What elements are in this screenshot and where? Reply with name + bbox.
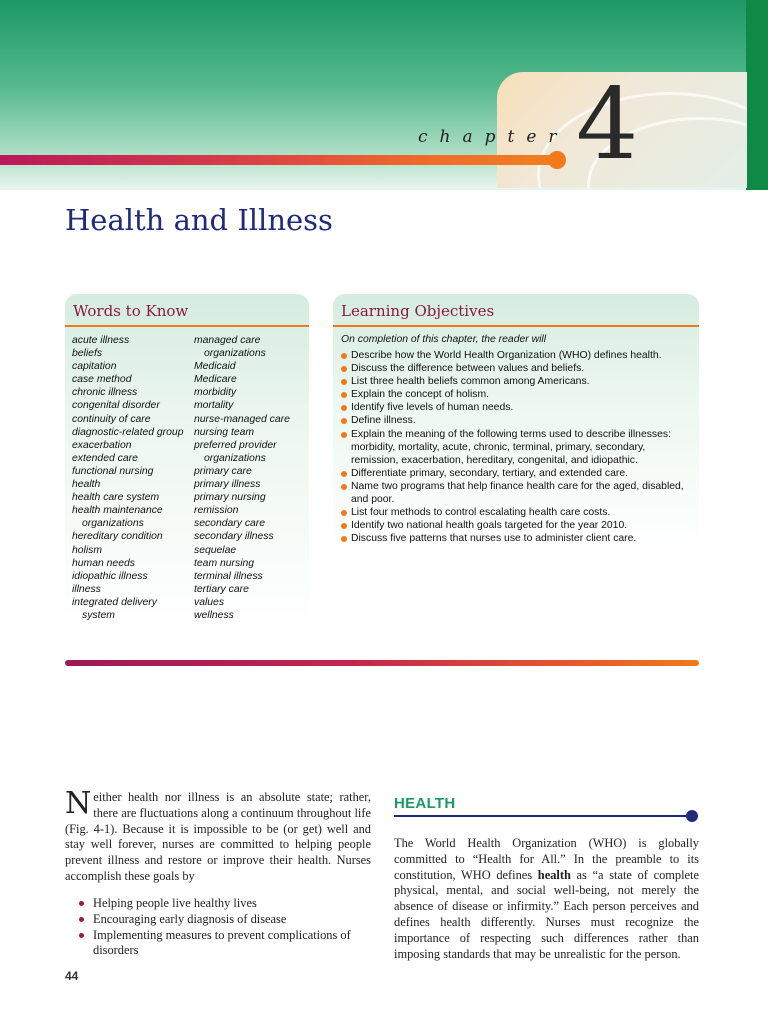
header-rule-dot — [548, 151, 566, 169]
intro-paragraph — [65, 786, 371, 885]
word-term — [72, 465, 194, 478]
goal-item — [78, 896, 372, 912]
word-term-text: exacerbation — [72, 439, 132, 451]
drop-cap: N — [65, 786, 92, 821]
bullet-dot-icon — [341, 353, 347, 359]
word-term — [194, 413, 316, 426]
word-term-text: mortality — [194, 400, 234, 412]
word-term — [72, 583, 194, 596]
word-term-text: secondary care — [194, 518, 266, 530]
word-term-text: wellness — [194, 609, 234, 621]
word-term-text: remission — [194, 505, 239, 517]
objective-text: List three health beliefs common among Americans. — [351, 376, 590, 388]
objective-text: Discuss five patterns that nurses use to administer client care. — [351, 533, 637, 545]
word-term-text: diagnostic-related group — [72, 426, 184, 438]
chapter-number: 4 — [576, 68, 639, 182]
health-text-end: as “a state of complete physical, mental, and social well-being, not merely the absence of disease or infirmity.” Each person perceives and defines health differently. Nurses must recognize the importance of respecting such differences rather than imposing standards that may be unrealistic for the person. — [394, 867, 699, 961]
word-term-text: terminal illness — [194, 570, 263, 582]
header-side-bar — [746, 0, 768, 190]
word-term — [194, 504, 316, 517]
word-term-text: health maintenance — [72, 505, 163, 517]
intro-text: either health nor illness is an absolute state; rather, there are fluctuations along a continuum throughout life (Fig. 4-1). Because it is impossible to be (or get) well and stay well forever, nurses are committed to helping people prevent illness and restore or improve their health. Nurses accomplish these goals by — [65, 790, 371, 883]
word-term-text: functional nursing — [72, 465, 154, 477]
word-term-text: managed care — [194, 335, 261, 346]
goal-text: Implementing measures to prevent complications of disorders — [93, 927, 351, 958]
word-term — [194, 517, 316, 530]
objective-item — [341, 506, 691, 519]
bullet-dot-icon — [341, 405, 347, 411]
word-term — [194, 570, 316, 583]
words-to-know-box — [65, 294, 309, 624]
objective-item — [341, 467, 691, 480]
word-term-text: health care system — [72, 492, 160, 504]
objective-item — [341, 532, 691, 545]
bullet-dot-icon — [341, 536, 347, 542]
objective-text: Define illness. — [351, 415, 416, 427]
word-term-text: preferred provider — [194, 439, 277, 451]
word-term — [194, 609, 316, 622]
word-term — [194, 334, 316, 360]
word-term — [194, 596, 316, 609]
word-term-text: Medicare — [194, 374, 237, 386]
objective-text: Identify two national health goals targeted for the year 2010. — [351, 520, 628, 532]
word-term-text: health — [72, 479, 101, 491]
word-term-text: Medicaid — [194, 361, 236, 373]
word-term — [194, 439, 316, 465]
word-term — [72, 491, 194, 504]
objective-text: Discuss the difference between values and beliefs. — [351, 363, 585, 375]
word-term-text: primary care — [194, 465, 252, 477]
word-term-text: illness — [72, 583, 101, 595]
bullet-dot-icon — [341, 379, 347, 385]
word-term-text: primary illness — [194, 479, 261, 491]
objective-item — [341, 375, 691, 388]
word-term — [194, 360, 316, 373]
learning-objectives-heading: Learning Objectives — [333, 294, 699, 327]
objective-item — [341, 414, 691, 427]
goal-item — [78, 912, 372, 928]
word-term-text: acute illness — [72, 335, 130, 346]
word-term-text: organizations — [82, 518, 144, 530]
word-term-text: case method — [72, 374, 132, 386]
word-term-text: values — [194, 596, 225, 608]
bullet-dot-icon — [341, 392, 347, 398]
word-term — [72, 439, 194, 452]
health-text-start: The World Health Organization (WHO) is globally committed to “Health for All.” In the preamble to its constitution, WHO defines — [394, 836, 699, 882]
bullet-dot-icon — [341, 432, 347, 438]
goal-text: Encouraging early diagnosis of disease — [93, 911, 287, 926]
word-term-text: primary nursing — [194, 492, 266, 504]
health-heading-rule-dot — [686, 810, 698, 822]
word-term — [72, 544, 194, 557]
word-term — [194, 426, 316, 439]
objective-text: Explain the meaning of the following terms used to describe illnesses: morbidity, mortality, acute, chronic, terminal, primary, secondary, remission, exacerbation, hereditary, congenital, and idiopathic. — [351, 428, 671, 466]
word-term — [72, 347, 194, 360]
bullet-dot-icon — [341, 484, 347, 490]
word-term-text: continuity of care — [72, 413, 151, 425]
word-term — [194, 544, 316, 557]
chapter-title: Health and Illness — [65, 203, 333, 237]
word-term — [72, 413, 194, 426]
bullet-dot-icon — [341, 523, 347, 529]
bullet-dot-icon — [341, 366, 347, 372]
page-number: 44 — [65, 969, 79, 983]
word-term-text: system — [82, 609, 115, 621]
goal-item — [78, 928, 372, 960]
bullet-dot-icon — [79, 901, 84, 906]
word-term — [72, 504, 194, 530]
word-term-text: holism — [72, 544, 103, 556]
bullet-dot-icon — [341, 510, 347, 516]
word-term — [194, 491, 316, 504]
objective-item — [341, 519, 691, 532]
health-heading-rule — [394, 815, 692, 817]
word-term-text: morbidity — [194, 387, 237, 399]
word-term-text: beliefs — [72, 348, 103, 360]
words-column-2 — [194, 334, 316, 622]
goal-text: Helping people live healthy lives — [93, 896, 257, 910]
objective-item — [341, 349, 691, 362]
word-term-text: organizations — [204, 452, 266, 464]
objective-text: List four methods to control escalating health care costs. — [351, 507, 611, 519]
word-term — [72, 334, 194, 347]
health-paragraph — [394, 836, 699, 962]
bullet-dot-icon — [341, 471, 347, 477]
word-term — [72, 360, 194, 373]
chapter-label: chapter — [418, 127, 569, 147]
word-term — [194, 583, 316, 596]
header-rule — [0, 155, 558, 165]
word-term — [72, 557, 194, 570]
word-term — [72, 426, 194, 439]
word-term — [72, 452, 194, 465]
word-term-text: secondary illness — [194, 531, 274, 543]
word-term — [194, 478, 316, 491]
word-term-text: chronic illness — [72, 387, 138, 399]
word-term-text: capitation — [72, 361, 117, 373]
word-term-text: human needs — [72, 557, 135, 569]
word-term — [72, 478, 194, 491]
word-term — [72, 399, 194, 412]
bullet-dot-icon — [341, 418, 347, 424]
objective-item — [341, 388, 691, 401]
bullet-dot-icon — [79, 933, 84, 938]
word-term — [194, 399, 316, 412]
goals-bullet-list — [78, 896, 372, 959]
learning-objectives-box — [333, 294, 699, 554]
objective-text: Explain the concept of holism. — [351, 389, 490, 401]
objective-text: Differentiate primary, secondary, tertiary, and extended care. — [351, 467, 629, 479]
word-term — [72, 386, 194, 399]
word-term-text: extended care — [72, 452, 138, 464]
word-term — [72, 530, 194, 543]
objective-text: Describe how the World Health Organization (WHO) defines health. — [351, 350, 662, 361]
health-section-heading: HEALTH — [394, 795, 456, 812]
word-term-text: congenital disorder — [72, 400, 160, 412]
objectives-list — [341, 349, 691, 545]
objective-item — [341, 480, 691, 506]
word-term-text: team nursing — [194, 557, 255, 569]
word-term-text: nurse-managed care — [194, 413, 290, 425]
section-divider — [65, 660, 699, 666]
word-term-text: sequelae — [194, 544, 237, 556]
word-term — [72, 596, 194, 622]
word-term — [194, 557, 316, 570]
words-column-1 — [72, 334, 194, 622]
word-term-text: idiopathic illness — [72, 570, 148, 582]
word-term-text: nursing team — [194, 426, 255, 438]
bullet-dot-icon — [79, 917, 84, 922]
word-term — [194, 386, 316, 399]
health-term: health — [537, 867, 571, 882]
objective-text: Identify five levels of human needs. — [351, 402, 514, 414]
word-term — [194, 530, 316, 543]
word-term-text: tertiary care — [194, 583, 249, 595]
words-to-know-heading: Words to Know — [65, 294, 309, 327]
word-term-text: organizations — [204, 348, 266, 360]
word-term — [72, 373, 194, 386]
word-term — [72, 570, 194, 583]
objective-item — [341, 401, 691, 414]
objectives-intro: On completion of this chapter, the reader will — [341, 334, 547, 345]
objective-text: Name two programs that help finance health care for the aged, disabled, and poor. — [351, 480, 684, 506]
word-term — [194, 465, 316, 478]
words-columns — [72, 334, 316, 622]
objective-item — [341, 428, 691, 467]
word-term-text: hereditary condition — [72, 531, 163, 543]
word-term — [194, 373, 316, 386]
objective-item — [341, 362, 691, 375]
word-term-text: integrated delivery — [72, 596, 157, 608]
